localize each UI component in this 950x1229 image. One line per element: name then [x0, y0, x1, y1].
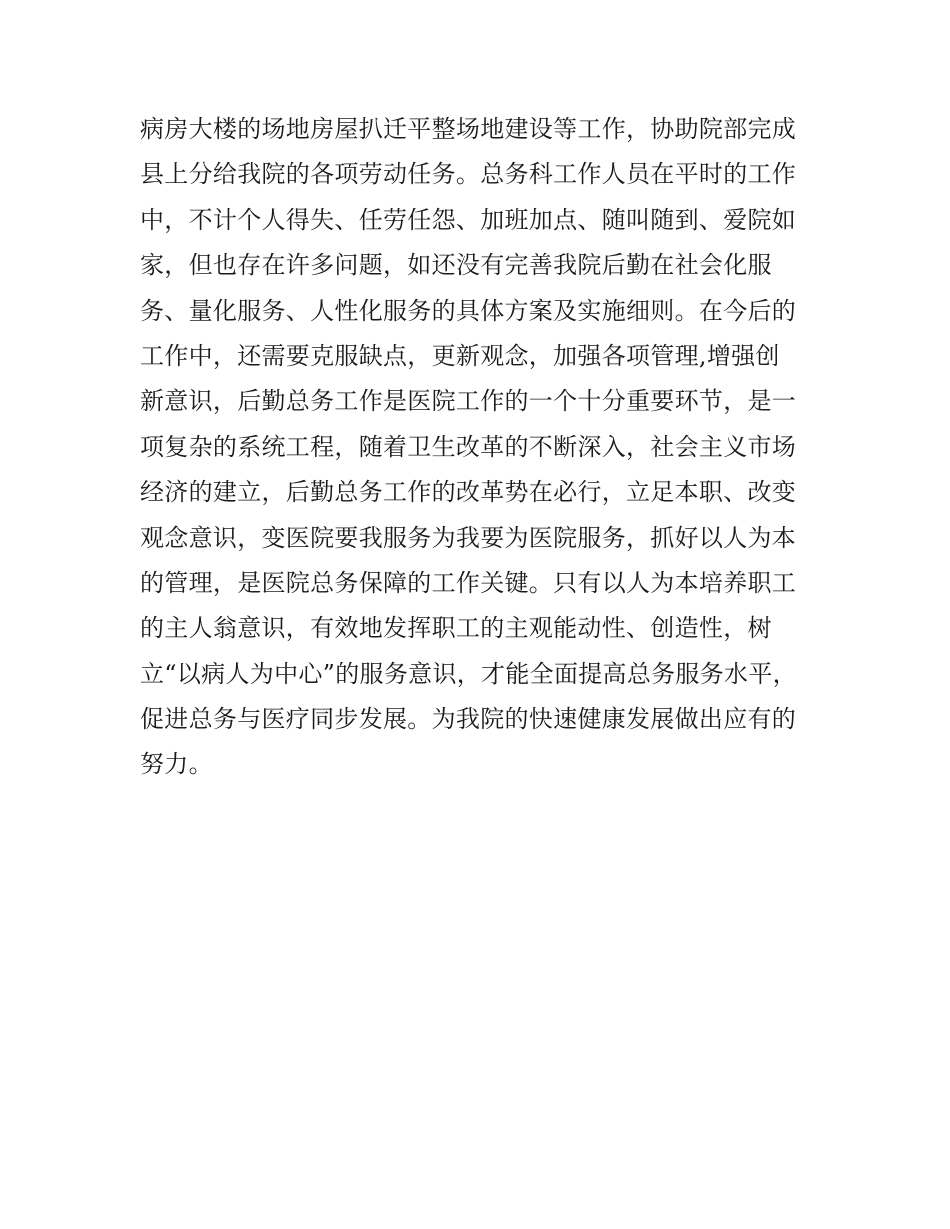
paragraph-line: 的主人翁意识，有效地发挥职工的主观能动性、创造性，树 — [140, 614, 772, 643]
paragraph-line: 经济的建立，后勤总务工作的改革势在必行，立足本职、改变 — [140, 478, 797, 507]
body-paragraph — [140, 107, 840, 788]
paragraph-line: 病房大楼的场地房屋扒迁平整场地建设等工作，协助院部完成 — [140, 115, 797, 143]
paragraph-line: 项复杂的系统工程，随着卫生改革的不断深入，社会主义市场 — [140, 432, 797, 461]
paragraph-line: 新意识，后勤总务工作是医院工作的一个十分重要环节，是一 — [140, 387, 797, 416]
paragraph-line: 观念意识，变医院要我服务为我要为医院服务，抓好以人为本 — [140, 523, 797, 552]
paragraph-line: 中，不计个人得失、任劳任怨、加班加点、随叫随到、爱院如 — [140, 205, 797, 234]
paragraph-line: 立“以病人为中心”的服务意识，才能全面提高总务服务水平， — [140, 659, 797, 688]
paragraph-line: 家，但也存在许多问题，如还没有完善我院后勤在社会化服 — [140, 251, 772, 280]
paragraph-line: 工作中，还需要克服缺点，更新观念，加强各项管理,增强创 — [140, 341, 780, 370]
paragraph-line: 的管理，是医院总务保障的工作关键。只有以人为本培养职工 — [140, 568, 797, 597]
paragraph-line: 务、量化服务、人性化服务的具体方案及实施细则。在今后的 — [140, 296, 797, 325]
paragraph-line: 县上分给我院的各项劳动任务。总务科工作人员在平时的工作 — [140, 160, 797, 189]
paragraph-line: 促进总务与医疗同步发展。为我院的快速健康发展做出应有的 — [140, 705, 797, 734]
paragraph-line: 努力。 — [140, 750, 213, 779]
